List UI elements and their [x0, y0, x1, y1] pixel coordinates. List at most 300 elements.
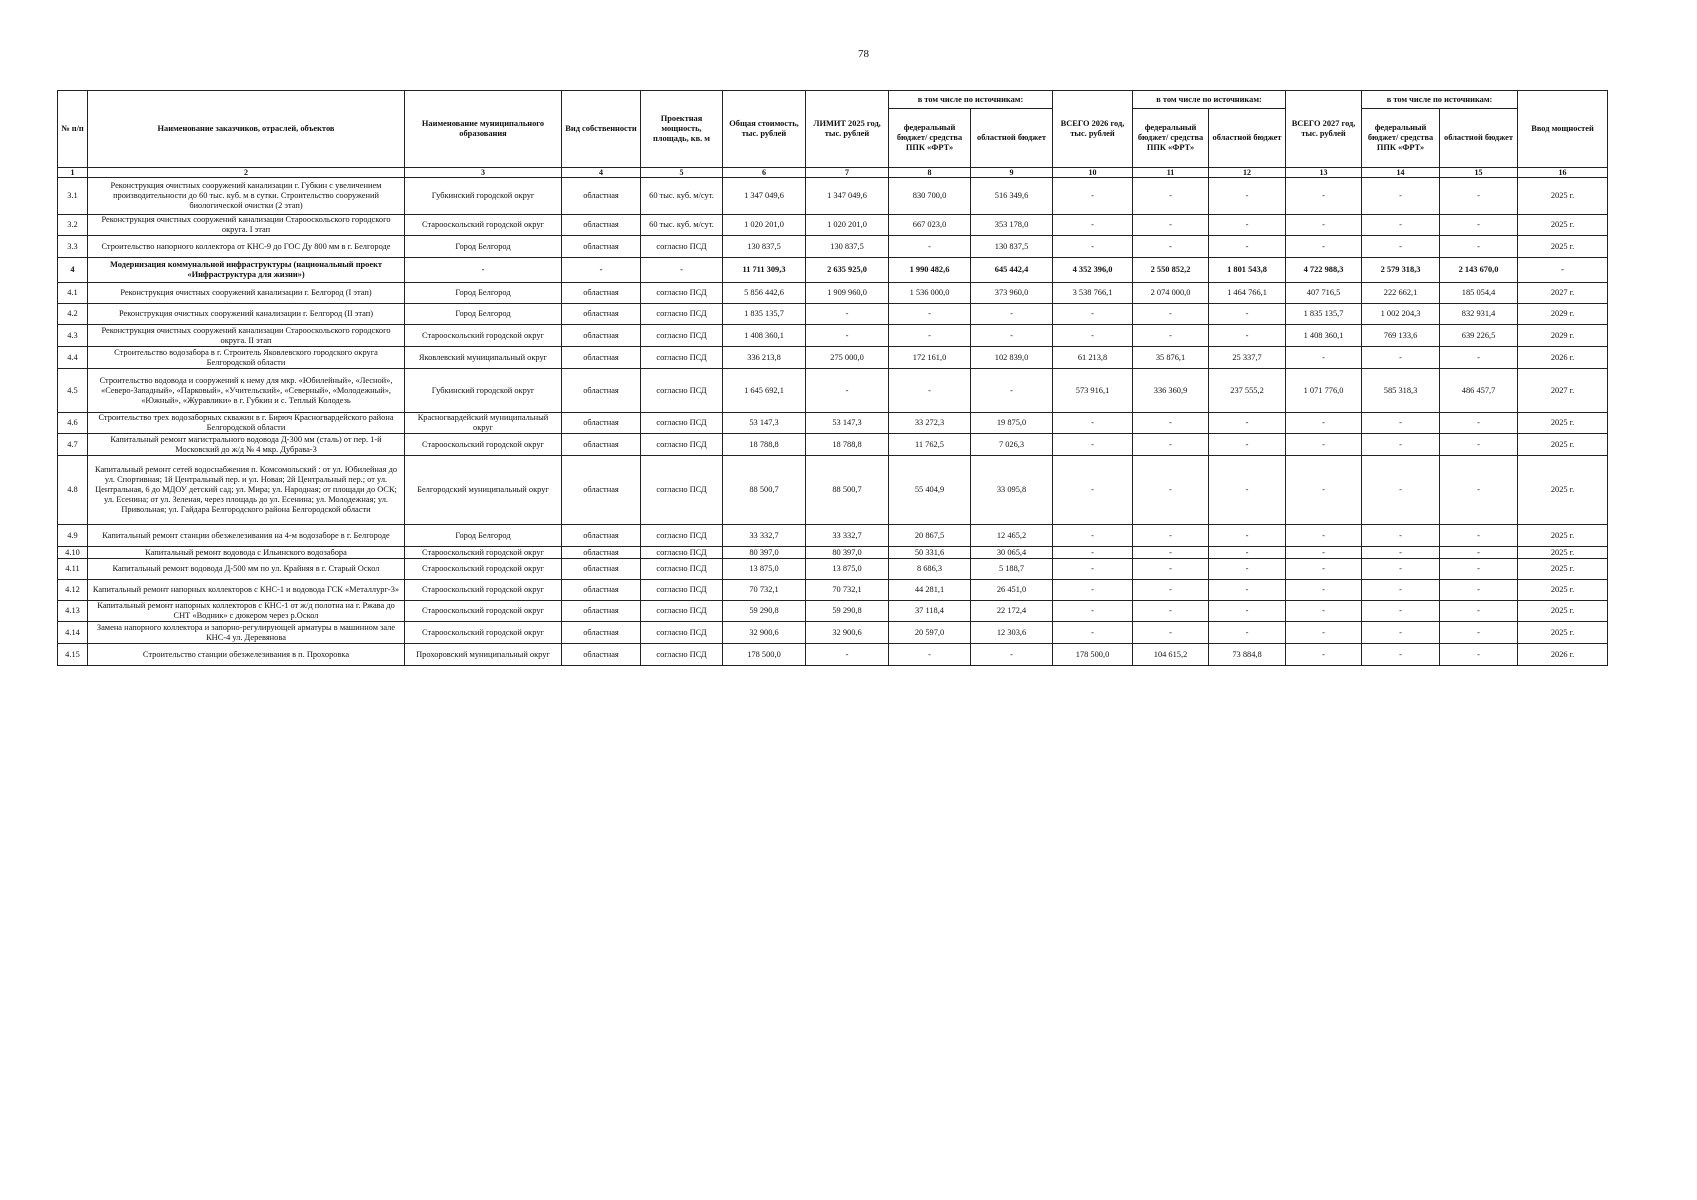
- cell-commissioning: 2025 г.: [1518, 601, 1608, 622]
- cell-limit-2025: 1 020 201,0: [806, 215, 889, 236]
- cell-regional-2025: 7 026,3: [971, 434, 1053, 456]
- cell-federal-2025: 8 686,3: [889, 559, 971, 580]
- cell-federal-2025: -: [889, 369, 971, 413]
- cell-federal-2026: -: [1133, 547, 1209, 559]
- column-number: 13: [1286, 168, 1362, 178]
- cell-federal-2025: 830 700,0: [889, 178, 971, 215]
- cell-municipality: Старооскольский городской округ: [405, 434, 562, 456]
- cell-commissioning: 2025 г.: [1518, 178, 1608, 215]
- cell-total-2027: -: [1286, 347, 1362, 369]
- cell-regional-2027: -: [1440, 347, 1518, 369]
- header-municipality: Наименование муниципального образования: [405, 91, 562, 168]
- cell-capacity: согласно ПСД: [641, 559, 723, 580]
- cell-name: Капитальный ремонт сетей водоснабжения п. Комсомольский : от ул. Юбилейная до ул. Спортивная; 1й Центральный пер. и ул. Новая; 2й Центральный пер.; от ул. Центральная, 6 до МДОУ детский сад; ул. Мира; ул. Народная; от площади до ОСК; ул. Есенина; от ул. Зеленая, через площадь до ул. Есенина; ул. Молодежная; ул. Привольная; ул. Гайдара Белгородского района Белгородской области: [88, 456, 405, 525]
- column-number: 3: [405, 168, 562, 178]
- column-number: 6: [723, 168, 806, 178]
- cell-regional-2027: -: [1440, 644, 1518, 666]
- cell-federal-2026: 104 615,2: [1133, 644, 1209, 666]
- table-row: [58, 601, 1608, 622]
- header-sources-2026: в том числе по источникам:: [1133, 91, 1286, 109]
- table-row: [58, 580, 1608, 601]
- cell-name: Капитальный ремонт водовода Д-500 мм по ул. Крайняя в г. Старый Оскол: [88, 559, 405, 580]
- cell-limit-2025: 275 000,0: [806, 347, 889, 369]
- table-row: [58, 622, 1608, 644]
- cell-name: Строительство водозабора в г. Строитель Яковлевского городского округа Белгородской области: [88, 347, 405, 369]
- cell-regional-2025: 5 188,7: [971, 559, 1053, 580]
- cell-capacity: согласно ПСД: [641, 413, 723, 434]
- cell-name: Реконструкция очистных сооружений канализации г. Белгород (II этап): [88, 304, 405, 325]
- cell-commissioning: 2025 г.: [1518, 547, 1608, 559]
- column-number: 9: [971, 168, 1053, 178]
- cell-regional-2026: -: [1209, 236, 1286, 258]
- cell-name: Строительство водовода и сооружений к нему для мкр. «Юбилейный», «Лесной», «Северо-Западный», «Парковый», «Учительский», «Северный», «Молодежный», «Южный», «Журавлики» в г. Губкин и с. Теплый Колодезь: [88, 369, 405, 413]
- header-federal-2025: федеральный бюджет/ средства ППК «ФРТ»: [889, 109, 971, 168]
- cell-total-2026: -: [1053, 434, 1133, 456]
- cell-regional-2025: -: [971, 369, 1053, 413]
- header-limit-2025: ЛИМИТ 2025 год, тыс. рублей: [806, 91, 889, 168]
- cell-federal-2027: 2 579 318,3: [1362, 258, 1440, 283]
- cell-limit-2025: 1 347 049,6: [806, 178, 889, 215]
- cell-regional-2026: -: [1209, 304, 1286, 325]
- cell-federal-2025: 20 597,0: [889, 622, 971, 644]
- cell-commissioning: 2029 г.: [1518, 325, 1608, 347]
- cell-federal-2026: 2 550 852,2: [1133, 258, 1209, 283]
- cell-total-2027: 4 722 988,3: [1286, 258, 1362, 283]
- cell-total-2026: 4 352 396,0: [1053, 258, 1133, 283]
- cell-total-cost: 178 500,0: [723, 644, 806, 666]
- cell-ownership: областная: [562, 580, 641, 601]
- cell-total-2027: -: [1286, 559, 1362, 580]
- cell-name: Реконструкция очистных сооружений канализации Старооскольского городского округа. II этап: [88, 325, 405, 347]
- cell-federal-2026: -: [1133, 580, 1209, 601]
- cell-total-cost: 5 856 442,6: [723, 283, 806, 304]
- cell-municipality: Старооскольский городской округ: [405, 215, 562, 236]
- cell-regional-2026: 1 464 766,1: [1209, 283, 1286, 304]
- cell-ownership: областная: [562, 456, 641, 525]
- cell-regional-2025: -: [971, 325, 1053, 347]
- cell-name: Модернизация коммунальной инфраструктуры (национальный проект «Инфраструктура для жизни»): [88, 258, 405, 283]
- cell-regional-2025: -: [971, 304, 1053, 325]
- cell-total-2026: -: [1053, 413, 1133, 434]
- cell-ownership: областная: [562, 236, 641, 258]
- cell-name: Капитальный ремонт водовода с Ильинского водозабора: [88, 547, 405, 559]
- cell-capacity: согласно ПСД: [641, 304, 723, 325]
- cell-total-2026: -: [1053, 622, 1133, 644]
- cell-no: 4.14: [58, 622, 88, 644]
- cell-limit-2025: 18 788,8: [806, 434, 889, 456]
- cell-no: 4.15: [58, 644, 88, 666]
- table-row: [58, 644, 1608, 666]
- header-ownership: Вид собственности: [562, 91, 641, 168]
- cell-ownership: областная: [562, 178, 641, 215]
- cell-no: 4.12: [58, 580, 88, 601]
- cell-ownership: областная: [562, 413, 641, 434]
- cell-total-cost: 18 788,8: [723, 434, 806, 456]
- cell-total-2026: -: [1053, 236, 1133, 258]
- cell-commissioning: 2025 г.: [1518, 622, 1608, 644]
- table-row: [58, 325, 1608, 347]
- cell-commissioning: 2025 г.: [1518, 413, 1608, 434]
- cell-capacity: согласно ПСД: [641, 325, 723, 347]
- cell-no: 4.2: [58, 304, 88, 325]
- cell-federal-2027: -: [1362, 434, 1440, 456]
- cell-municipality: Красногвардейский муниципальный округ: [405, 413, 562, 434]
- cell-federal-2026: -: [1133, 559, 1209, 580]
- cell-name: Строительство трех водозаборных скважин в г. Бирюч Красногвардейского района Белгородской области: [88, 413, 405, 434]
- column-number: 5: [641, 168, 723, 178]
- cell-ownership: областная: [562, 304, 641, 325]
- cell-capacity: 60 тыс. куб. м/сут.: [641, 178, 723, 215]
- column-number: 16: [1518, 168, 1608, 178]
- cell-regional-2025: 130 837,5: [971, 236, 1053, 258]
- header-no: № п/п: [58, 91, 88, 168]
- column-number: 2: [88, 168, 405, 178]
- header-total-2027: ВСЕГО 2027 год, тыс. рублей: [1286, 91, 1362, 168]
- header-federal-2026: федеральный бюджет/ средства ППК «ФРТ»: [1133, 109, 1209, 168]
- cell-regional-2025: 645 442,4: [971, 258, 1053, 283]
- cell-municipality: Старооскольский городской округ: [405, 580, 562, 601]
- cell-commissioning: 2025 г.: [1518, 236, 1608, 258]
- cell-no: 3.3: [58, 236, 88, 258]
- header-sources-2025: в том числе по источникам:: [889, 91, 1053, 109]
- cell-total-cost: 32 900,6: [723, 622, 806, 644]
- cell-name: Строительство напорного коллектора от КНС-9 до ГОС Ду 800 мм в г. Белгороде: [88, 236, 405, 258]
- cell-federal-2027: 222 662,1: [1362, 283, 1440, 304]
- table-body: [58, 178, 1608, 666]
- cell-name: Капитальный ремонт напорных коллекторов с КНС-1 от ж/д полотна на г. Ржава до СНТ «Водник» с дюкером через р.Оскол: [88, 601, 405, 622]
- cell-regional-2027: 639 226,5: [1440, 325, 1518, 347]
- cell-regional-2027: 185 054,4: [1440, 283, 1518, 304]
- cell-capacity: согласно ПСД: [641, 547, 723, 559]
- cell-commissioning: 2027 г.: [1518, 283, 1608, 304]
- cell-ownership: областная: [562, 601, 641, 622]
- cell-municipality: Губкинский городской округ: [405, 369, 562, 413]
- cell-regional-2027: 2 143 670,0: [1440, 258, 1518, 283]
- cell-regional-2027: -: [1440, 413, 1518, 434]
- table-row: [58, 369, 1608, 413]
- cell-total-2026: 178 500,0: [1053, 644, 1133, 666]
- cell-federal-2026: 2 074 000,0: [1133, 283, 1209, 304]
- cell-federal-2026: -: [1133, 304, 1209, 325]
- cell-federal-2025: 33 272,3: [889, 413, 971, 434]
- cell-regional-2027: 486 457,7: [1440, 369, 1518, 413]
- header-federal-2027: федеральный бюджет/ средства ППК «ФРТ»: [1362, 109, 1440, 168]
- cell-name: Строительство станции обезжелезивания в п. Прохоровка: [88, 644, 405, 666]
- cell-regional-2027: -: [1440, 559, 1518, 580]
- cell-federal-2025: 11 762,5: [889, 434, 971, 456]
- header-regional-2026: областной бюджет: [1209, 109, 1286, 168]
- cell-federal-2027: -: [1362, 178, 1440, 215]
- cell-no: 4.10: [58, 547, 88, 559]
- cell-total-cost: 336 213,8: [723, 347, 806, 369]
- cell-commissioning: 2027 г.: [1518, 369, 1608, 413]
- cell-no: 4.9: [58, 525, 88, 547]
- cell-total-cost: 1 347 049,6: [723, 178, 806, 215]
- cell-regional-2027: -: [1440, 580, 1518, 601]
- cell-total-2027: 1 071 776,0: [1286, 369, 1362, 413]
- cell-capacity: согласно ПСД: [641, 434, 723, 456]
- column-number: 11: [1133, 168, 1209, 178]
- cell-total-2026: -: [1053, 559, 1133, 580]
- cell-regional-2027: -: [1440, 525, 1518, 547]
- cell-regional-2025: 33 095,8: [971, 456, 1053, 525]
- cell-capacity: согласно ПСД: [641, 283, 723, 304]
- cell-regional-2026: -: [1209, 215, 1286, 236]
- cell-regional-2027: -: [1440, 236, 1518, 258]
- cell-no: 3.1: [58, 178, 88, 215]
- cell-federal-2025: 44 281,1: [889, 580, 971, 601]
- cell-federal-2027: -: [1362, 525, 1440, 547]
- cell-total-2026: -: [1053, 547, 1133, 559]
- cell-capacity: согласно ПСД: [641, 347, 723, 369]
- header-commissioning: Ввод мощностей: [1518, 91, 1608, 168]
- cell-no: 4.5: [58, 369, 88, 413]
- cell-federal-2027: -: [1362, 622, 1440, 644]
- cell-federal-2027: -: [1362, 580, 1440, 601]
- cell-limit-2025: -: [806, 304, 889, 325]
- cell-regional-2026: 237 555,2: [1209, 369, 1286, 413]
- investment-table: [57, 90, 1608, 666]
- cell-limit-2025: -: [806, 644, 889, 666]
- cell-federal-2025: 172 161,0: [889, 347, 971, 369]
- cell-total-2026: -: [1053, 325, 1133, 347]
- cell-no: 4.3: [58, 325, 88, 347]
- cell-federal-2026: 35 876,1: [1133, 347, 1209, 369]
- cell-commissioning: 2025 г.: [1518, 525, 1608, 547]
- cell-total-2026: -: [1053, 525, 1133, 547]
- cell-federal-2027: -: [1362, 347, 1440, 369]
- cell-capacity: согласно ПСД: [641, 525, 723, 547]
- cell-total-2027: -: [1286, 456, 1362, 525]
- cell-regional-2026: -: [1209, 547, 1286, 559]
- cell-federal-2026: -: [1133, 601, 1209, 622]
- cell-total-2026: -: [1053, 304, 1133, 325]
- column-number: 8: [889, 168, 971, 178]
- cell-no: 4.13: [58, 601, 88, 622]
- cell-total-2027: -: [1286, 413, 1362, 434]
- cell-total-2027: -: [1286, 178, 1362, 215]
- cell-limit-2025: -: [806, 369, 889, 413]
- cell-total-2027: 1 835 135,7: [1286, 304, 1362, 325]
- cell-regional-2026: -: [1209, 559, 1286, 580]
- column-number: 1: [58, 168, 88, 178]
- cell-regional-2025: 19 875,0: [971, 413, 1053, 434]
- cell-limit-2025: -: [806, 325, 889, 347]
- cell-total-2027: 1 408 360,1: [1286, 325, 1362, 347]
- cell-name: Реконструкция очистных сооружений канализации г. Губкин с увеличением производительности до 60 тыс. куб. м в сутки. Строительство сооружений биологической очистки (2 этап): [88, 178, 405, 215]
- cell-limit-2025: 13 875,0: [806, 559, 889, 580]
- cell-total-2027: -: [1286, 547, 1362, 559]
- cell-regional-2026: -: [1209, 622, 1286, 644]
- cell-federal-2025: -: [889, 236, 971, 258]
- cell-ownership: областная: [562, 283, 641, 304]
- cell-municipality: Город Белгород: [405, 283, 562, 304]
- cell-total-2026: -: [1053, 601, 1133, 622]
- cell-total-cost: 53 147,3: [723, 413, 806, 434]
- table-row: [58, 559, 1608, 580]
- cell-commissioning: 2029 г.: [1518, 304, 1608, 325]
- cell-regional-2025: 30 065,4: [971, 547, 1053, 559]
- cell-ownership: областная: [562, 547, 641, 559]
- cell-regional-2027: 832 931,4: [1440, 304, 1518, 325]
- cell-municipality: Город Белгород: [405, 304, 562, 325]
- cell-total-2026: 3 538 766,1: [1053, 283, 1133, 304]
- cell-capacity: согласно ПСД: [641, 456, 723, 525]
- cell-total-cost: 59 290,8: [723, 601, 806, 622]
- cell-regional-2027: -: [1440, 547, 1518, 559]
- column-number: 10: [1053, 168, 1133, 178]
- cell-regional-2025: -: [971, 644, 1053, 666]
- cell-regional-2025: 102 839,0: [971, 347, 1053, 369]
- cell-total-cost: 1 020 201,0: [723, 215, 806, 236]
- cell-capacity: 60 тыс. куб. м/сут.: [641, 215, 723, 236]
- cell-federal-2027: 1 002 204,3: [1362, 304, 1440, 325]
- cell-limit-2025: 88 500,7: [806, 456, 889, 525]
- cell-limit-2025: 53 147,3: [806, 413, 889, 434]
- cell-commissioning: -: [1518, 258, 1608, 283]
- cell-regional-2025: 12 465,2: [971, 525, 1053, 547]
- cell-federal-2027: -: [1362, 559, 1440, 580]
- cell-municipality: Старооскольский городской округ: [405, 559, 562, 580]
- cell-limit-2025: 1 909 960,0: [806, 283, 889, 304]
- cell-no: 4.1: [58, 283, 88, 304]
- cell-municipality: Губкинский городской округ: [405, 178, 562, 215]
- cell-federal-2025: 50 331,6: [889, 547, 971, 559]
- cell-regional-2026: 1 801 543,8: [1209, 258, 1286, 283]
- cell-regional-2025: 26 451,0: [971, 580, 1053, 601]
- cell-limit-2025: 130 837,5: [806, 236, 889, 258]
- table-row: [58, 215, 1608, 236]
- cell-total-cost: 1 835 135,7: [723, 304, 806, 325]
- cell-name: Капитальный ремонт магистрального водовода Д-300 мм (сталь) от пер. 1-й Московский до ж/д № 4 мкр. Дубрава-3: [88, 434, 405, 456]
- cell-limit-2025: 59 290,8: [806, 601, 889, 622]
- cell-federal-2025: -: [889, 325, 971, 347]
- cell-federal-2025: -: [889, 304, 971, 325]
- cell-no: 4.4: [58, 347, 88, 369]
- table-row: [58, 347, 1608, 369]
- cell-municipality: Прохоровский муниципальный округ: [405, 644, 562, 666]
- cell-total-2027: -: [1286, 236, 1362, 258]
- cell-regional-2026: -: [1209, 434, 1286, 456]
- cell-municipality: -: [405, 258, 562, 283]
- table-row: [58, 236, 1608, 258]
- cell-total-2027: 407 716,5: [1286, 283, 1362, 304]
- cell-federal-2027: -: [1362, 644, 1440, 666]
- cell-no: 4.6: [58, 413, 88, 434]
- cell-no: 3.2: [58, 215, 88, 236]
- cell-regional-2026: 73 884,8: [1209, 644, 1286, 666]
- cell-ownership: областная: [562, 347, 641, 369]
- cell-ownership: областная: [562, 525, 641, 547]
- cell-total-2027: -: [1286, 644, 1362, 666]
- cell-regional-2026: -: [1209, 325, 1286, 347]
- cell-federal-2026: -: [1133, 525, 1209, 547]
- cell-commissioning: 2025 г.: [1518, 434, 1608, 456]
- cell-total-cost: 130 837,5: [723, 236, 806, 258]
- column-number-row: [58, 168, 1608, 178]
- table-row: [58, 304, 1608, 325]
- cell-regional-2025: 353 178,0: [971, 215, 1053, 236]
- cell-total-2026: 61 213,8: [1053, 347, 1133, 369]
- cell-ownership: -: [562, 258, 641, 283]
- cell-total-cost: 11 711 309,3: [723, 258, 806, 283]
- cell-regional-2026: -: [1209, 178, 1286, 215]
- section-row: [58, 258, 1608, 283]
- header-regional-2027: областной бюджет: [1440, 109, 1518, 168]
- cell-limit-2025: 33 332,7: [806, 525, 889, 547]
- table-row: [58, 434, 1608, 456]
- cell-total-cost: 88 500,7: [723, 456, 806, 525]
- cell-total-2027: -: [1286, 601, 1362, 622]
- cell-regional-2026: -: [1209, 601, 1286, 622]
- cell-commissioning: 2025 г.: [1518, 215, 1608, 236]
- cell-total-cost: 80 397,0: [723, 547, 806, 559]
- cell-federal-2025: 55 404,9: [889, 456, 971, 525]
- cell-total-2026: 573 916,1: [1053, 369, 1133, 413]
- cell-municipality: Старооскольский городской округ: [405, 622, 562, 644]
- header-total-cost: Общая стоимость, тыс. рублей: [723, 91, 806, 168]
- cell-limit-2025: 32 900,6: [806, 622, 889, 644]
- cell-total-2027: -: [1286, 622, 1362, 644]
- cell-federal-2027: 769 133,6: [1362, 325, 1440, 347]
- table-row: [58, 178, 1608, 215]
- cell-capacity: согласно ПСД: [641, 580, 723, 601]
- cell-no: 4.8: [58, 456, 88, 525]
- cell-regional-2027: -: [1440, 601, 1518, 622]
- cell-federal-2026: -: [1133, 456, 1209, 525]
- cell-regional-2025: 516 349,6: [971, 178, 1053, 215]
- cell-federal-2026: -: [1133, 215, 1209, 236]
- table-row: [58, 413, 1608, 434]
- cell-federal-2027: -: [1362, 236, 1440, 258]
- cell-municipality: Белгородский муниципальный округ: [405, 456, 562, 525]
- cell-capacity: согласно ПСД: [641, 236, 723, 258]
- header-total-2026: ВСЕГО 2026 год, тыс. рублей: [1053, 91, 1133, 168]
- header-sources-2027: в том числе по источникам:: [1362, 91, 1518, 109]
- cell-ownership: областная: [562, 434, 641, 456]
- cell-no: 4.7: [58, 434, 88, 456]
- cell-municipality: Город Белгород: [405, 525, 562, 547]
- cell-limit-2025: 80 397,0: [806, 547, 889, 559]
- cell-regional-2026: 25 337,7: [1209, 347, 1286, 369]
- cell-municipality: Город Белгород: [405, 236, 562, 258]
- header-name: Наименование заказчиков, отраслей, объектов: [88, 91, 405, 168]
- cell-ownership: областная: [562, 215, 641, 236]
- cell-regional-2027: -: [1440, 622, 1518, 644]
- cell-total-2026: -: [1053, 215, 1133, 236]
- cell-ownership: областная: [562, 325, 641, 347]
- cell-no: 4.11: [58, 559, 88, 580]
- cell-total-cost: 70 732,1: [723, 580, 806, 601]
- cell-federal-2026: -: [1133, 325, 1209, 347]
- cell-federal-2026: -: [1133, 178, 1209, 215]
- cell-regional-2025: 12 303,6: [971, 622, 1053, 644]
- cell-commissioning: 2025 г.: [1518, 580, 1608, 601]
- cell-federal-2026: -: [1133, 236, 1209, 258]
- cell-federal-2027: -: [1362, 601, 1440, 622]
- cell-federal-2025: 37 118,4: [889, 601, 971, 622]
- cell-regional-2027: -: [1440, 456, 1518, 525]
- cell-federal-2025: 667 023,0: [889, 215, 971, 236]
- cell-commissioning: 2026 г.: [1518, 644, 1608, 666]
- cell-commissioning: 2025 г.: [1518, 456, 1608, 525]
- cell-regional-2025: 22 172,4: [971, 601, 1053, 622]
- cell-capacity: согласно ПСД: [641, 601, 723, 622]
- cell-capacity: согласно ПСД: [641, 622, 723, 644]
- cell-regional-2025: 373 960,0: [971, 283, 1053, 304]
- header-capacity: Проектная мощность, площадь, кв. м: [641, 91, 723, 168]
- cell-total-2027: -: [1286, 525, 1362, 547]
